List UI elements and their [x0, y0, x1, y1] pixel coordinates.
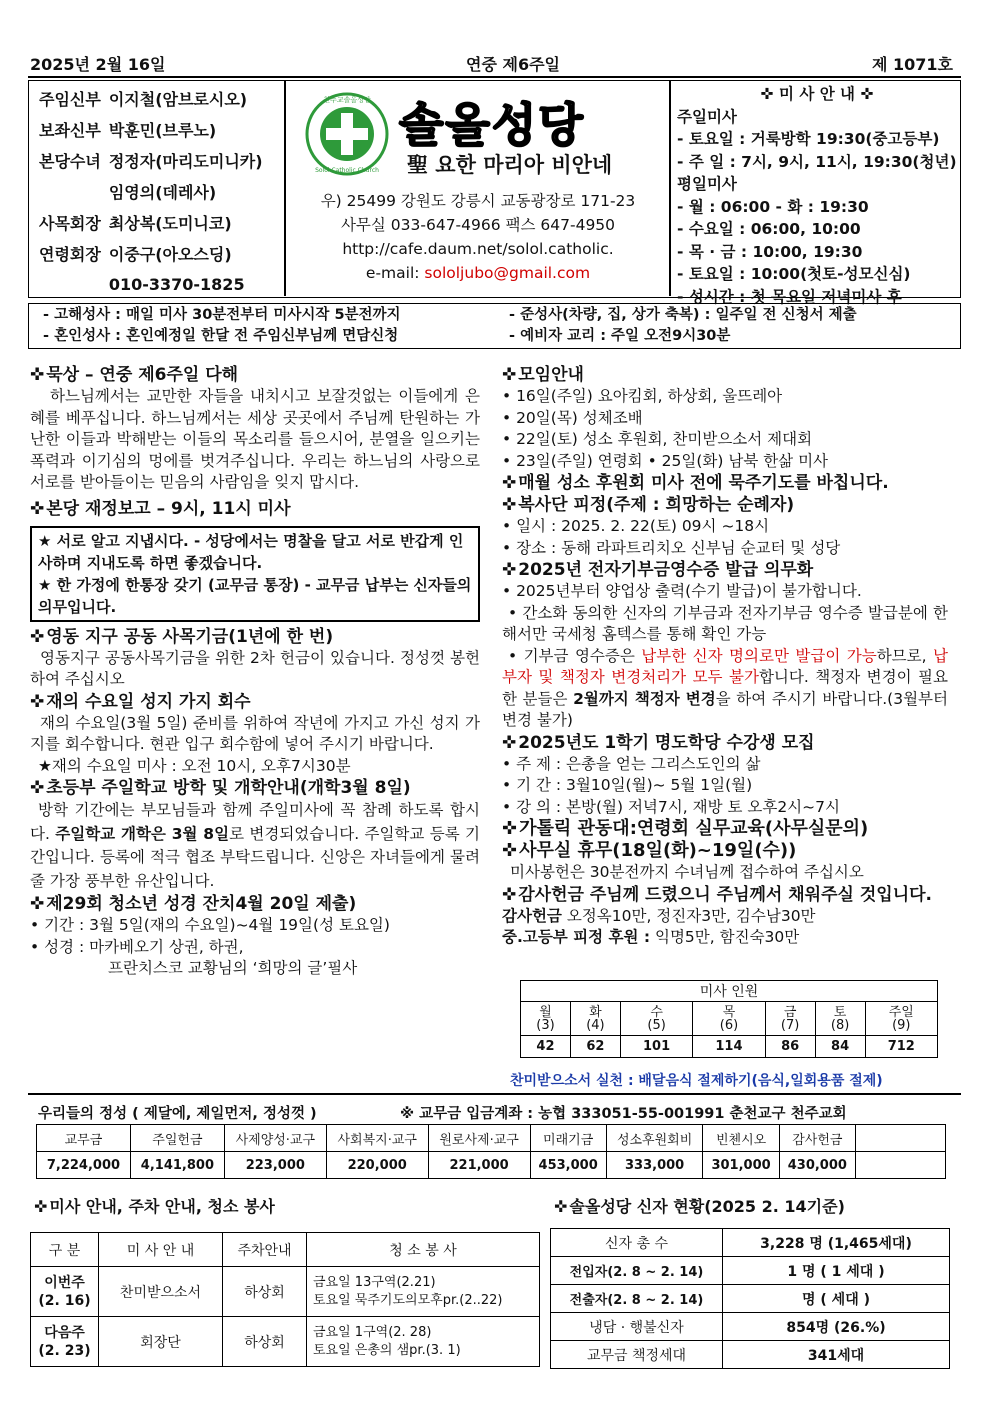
offering-header: 교무금 [37, 1125, 131, 1152]
training-title: ✜ 가톨릭 관동대:연령회 실무교육(사무실문의) [502, 818, 948, 840]
members-value: 854명 (26.%) [723, 1313, 950, 1341]
palm-body: 재의 수요일(3월 5일) 준비를 위하여 작년에 가지고 가신 성지 가지를 회수합니다. 현관 입구 회수함에 넣어 주시기 바랍니다. [30, 713, 480, 753]
offering-header: 미래기금 [530, 1125, 606, 1152]
offering-value: 223,000 [224, 1152, 326, 1179]
church-logo [304, 91, 390, 177]
offering-value: 430,000 [779, 1152, 855, 1179]
offering-header: 사회복지·교구 [326, 1125, 428, 1152]
offering-title: 우리들의 정성 ( 제달에, 제일먼저, 정성껏 ) [38, 1106, 317, 1122]
attendance-count: 84 [815, 1036, 865, 1058]
service-header: 구 분 [31, 1233, 99, 1267]
receipt-line-1: • 2025년부터 양업상 출력(수기 발급)이 불가합니다. [502, 582, 862, 600]
members-label: 교무금 책정세대 [551, 1341, 723, 1369]
members-label: 전입자(2. 8 ~ 2. 14) [551, 1257, 723, 1285]
left-column [30, 364, 480, 980]
palm-title: ✜ 재의 수요일 성지 가지 회수 [30, 691, 480, 713]
meditation-body: 하느님께서는 교만한 자들을 내치시고 보잘것없는 이들에게 은혜를 베푸십니다. 하느님께서는 세상 곳곳에서 주님께 탄원하는 가난한 이들과 박해받는 이들의 목소리를 들으시어, 분열을 일으키는 폭력과 이기심의 멍에를 벗겨주십니다. 우리는 하느님의 사랑으로 서로를 받아들이는 믿음의 사람임을 잊지 맙시다. [30, 387, 480, 491]
meeting-line: • 16일(주일) 요아킴회, 하상회, 울뜨레아 [502, 387, 783, 405]
school-body-a: 방학 기간에는 부모님들과 함께 주일미사에 꼭 참례 하도록 합시다. [30, 801, 480, 843]
fund-title: ✜ 영동 지구 공동 사목기금(1년에 한 번) [30, 626, 480, 648]
members-value: 3,228 명 (1,465세대) [723, 1229, 950, 1257]
attendance-count: 101 [620, 1036, 692, 1058]
mass-line: - 주 일 : 7시, 9시, 11시, 19:30(청년) [677, 152, 957, 171]
recruit-line: • 기 간 : 3월10일(월)~ 5월 1일(월) [502, 776, 753, 794]
service-clean: 금요일 1구역(2. 28) [313, 1324, 432, 1340]
right-column [502, 364, 948, 949]
offering-header: 사제양성·교구 [224, 1125, 326, 1152]
members-label: 냉담 · 행불신자 [551, 1313, 723, 1341]
rosary-notice: ✜ 매월 성소 후원회 미사 전에 묵주기도를 바칩니다. [502, 472, 948, 494]
retreat-line: • 일시 : 2025. 2. 22(토) 09시 ~18시 [502, 517, 770, 535]
service-mass: 회장단 [99, 1317, 223, 1367]
staff-role: 본당수녀 [39, 152, 101, 171]
school-reopen: 주일학교 개학은 3월 8일 [55, 824, 230, 843]
staff-name: 이지철(암브로시오) [108, 90, 248, 109]
members-value: 1 명 ( 1 세대 ) [723, 1257, 950, 1285]
email-label: e-mail: [365, 264, 420, 282]
patron-saint: 聖 요한 마리아 비안네 [407, 153, 613, 177]
meetings-title: ✜ 모임안내 [502, 364, 948, 386]
staff-list [35, 83, 267, 300]
members-value: 341세대 [723, 1341, 950, 1369]
office-closed-title: ✜ 사무실 휴무(18일(화)~19일(수)) [502, 840, 948, 862]
mass-line: - 수요일 : 06:00, 10:00 [677, 220, 861, 238]
offering-header: 빈첸시오 [703, 1125, 779, 1152]
issue-number: 제 1071호 [872, 55, 954, 74]
receipt-line-2: • 간소화 동의한 신자의 기부금과 전자기부금 영수증 발급분에 한해서만 국세청 홈텍스를 통해 확인 가능 [502, 603, 948, 643]
laudato-si-note: 찬미받으소서 실천 : 배달음식 절제하기(음식,일회용품 절제) [510, 1073, 883, 1089]
account-notice: ★ 한 가정에 한통장 갖기 (교무금 통장) - 교무금 납부는 신자들의 의무입니다. [38, 575, 472, 616]
members-title: ✜ 솔올성당 신자 현황(2025 2. 14기준) [554, 1196, 845, 1218]
altar-retreat-title: ✜ 복사단 피정(주제 : 희망하는 순례자) [502, 494, 948, 516]
offering-header [856, 1125, 946, 1152]
finance-report-title: ✜ 본당 재정보고 – 9시, 11시 미사 [30, 498, 480, 520]
ash-wednesday-note: ★재의 수요일 미사 : 오전 10시, 오후7시30분 [38, 756, 351, 775]
mass-line: - 토요일 : 거룩방학 19:30(중고등부) [677, 130, 940, 148]
fund-body: 영동지구 공동사목기금을 위한 2차 헌금이 있습니다. 정성껏 봉헌하여 주십시오 [30, 648, 480, 688]
members-table [550, 1228, 950, 1369]
offering-value [856, 1152, 946, 1179]
bible-contest-title: ✜ 제29회 청소년 성경 잔치4월 20일 제출) [30, 893, 480, 915]
offering-table [36, 1124, 946, 1179]
nametag-notice: ★ 서로 알고 지냅시다. - 성당에서는 명찰을 달고 서로 반갑게 인사하며 지내도록 하면 좋겠습니다. [38, 531, 464, 572]
attendance-count: 114 [693, 1036, 765, 1058]
cafe-link[interactable]: http://cafe.daum.net/solol.catholic. [342, 240, 614, 258]
bible-contest-books-2: 프란치스코 교황님의 ‘희망의 글’필사 [108, 959, 358, 977]
youth-retreat-label: 중.고등부 피정 후원 : [502, 928, 651, 946]
service-table [30, 1232, 540, 1367]
receipt-line-3b: 하므로, [876, 646, 933, 665]
notice-catechumen: - 예비자 교리 : 주일 오전9시30분 [509, 328, 731, 344]
service-header: 미 사 안 내 [99, 1233, 223, 1267]
attendance-day: 토 (8) [815, 1002, 865, 1036]
offering-value: 220,000 [326, 1152, 428, 1179]
service-clean: 금요일 13구역(2.21) [313, 1274, 436, 1290]
meeting-line: • 20일(목) 성체조배 [502, 408, 643, 427]
attendance-day: 목 (6) [693, 1002, 765, 1036]
attendance-title: 미사 인원 [521, 981, 938, 1002]
members-label: 전출자(2. 8 ~ 2. 14) [551, 1285, 723, 1313]
offering-value: 301,000 [703, 1152, 779, 1179]
thanks-donors: 오정옥10만, 정진자3만, 김수남30만 [561, 906, 816, 925]
staff-role: 연령회장 [39, 245, 101, 264]
school-title: ✜ 초등부 주일학교 방학 및 개학안내(개학3월 8일) [30, 777, 480, 799]
receipt-line-3c: 합니다. 책정자 변경이 필요한 분들은 [502, 668, 948, 708]
service-parking: 하상회 [223, 1317, 307, 1367]
staff-name: 박훈민(브루노) [108, 121, 217, 140]
mass-title: 미 사 안 내 [778, 85, 856, 103]
receipt-line-3a: • 기부금 영수증은 [508, 646, 642, 665]
staff-name: 정정자(마리도미니카) [108, 152, 263, 171]
staff-name: 임영의(데레사) [108, 183, 217, 202]
thanks-label: 감사헌금 [502, 906, 562, 925]
bible-contest-books: • 성경 : 마카베오기 상권, 하권, [30, 937, 244, 956]
staff-name: 010-3370-1825 [108, 275, 245, 294]
service-header: 주차안내 [223, 1233, 307, 1267]
mass-line: 주일미사 [677, 107, 737, 126]
notice-confession: - 고해성사 : 매일 미사 30분전부터 미사시작 5분전까지 [43, 307, 401, 323]
service-parking: 하상회 [223, 1267, 307, 1317]
service-date: (2. 23) [38, 1342, 91, 1359]
attendance-table [520, 980, 938, 1058]
staff-role [35, 176, 105, 207]
receipt-title: ✜ 2025년 전자기부금영수증 발급 의무화 [502, 559, 948, 581]
staff-role: 주임신부 [39, 90, 101, 109]
svg-text:천주교솔올성당: 천주교솔올성당 [323, 96, 371, 104]
receipt-deadline: 2월까지 책정자 변경 [573, 689, 716, 708]
staff-name: 최상복(도미니코) [108, 214, 232, 233]
address: 우) 25499 강원도 강릉시 교동광장로 171-23 [320, 192, 636, 210]
staff-role [35, 269, 105, 300]
school-body-b: 로 변경되었습니다. 주일학교 등록 기간입니다. 등록에 적극 협조 부탁드립니다. 신앙은 자녀들에게 물려줄 가장 풍부한 유산입니다. [30, 824, 480, 890]
mass-line: - 월 : 06:00 - 화 : 19:30 [677, 197, 869, 216]
receipt-line-3d: 을 하여 주시기 바랍니다.(3월부터 변경 불가) [502, 689, 948, 729]
service-mass: 찬미받으소서 [99, 1267, 223, 1317]
notice-blessing: - 준성사(차량, 집, 상가 축복) : 일주일 전 신청서 제출 [509, 307, 857, 323]
mass-line: - 성시간 : 첫 목요일 저녁미사 후 [677, 287, 902, 306]
offering-header: 주일헌금 [130, 1125, 224, 1152]
recruit-line: • 강 의 : 본방(월) 저녁7시, 재방 토 오후2시~7시 [502, 797, 840, 816]
masthead [28, 80, 961, 306]
attendance-day: 월 (3) [521, 1002, 571, 1036]
mass-line: - 토요일 : 10:00(첫토-성모신심) [677, 265, 911, 283]
attendance-count: 712 [865, 1036, 937, 1058]
mass-line: - 목 · 금 : 10:00, 19:30 [677, 242, 863, 261]
service-clean: 토요일 은총의 샘pr.(3. 1) [313, 1342, 461, 1358]
attendance-count: 86 [765, 1036, 815, 1058]
issue-date: 2025년 2월 16일 [30, 55, 166, 74]
bible-contest-period: • 기간 : 3월 5일(재의 수요일)~4월 19일(성 토요일) [30, 916, 390, 934]
offering-value: 4,141,800 [130, 1152, 224, 1179]
attendance-day: 수 (5) [620, 1002, 692, 1036]
recruit-line: • 주 제 : 은총을 얻는 그리스도인의 삶 [502, 754, 761, 773]
service-when: 다음주 [44, 1324, 85, 1341]
diamond-icon: ✜ [860, 85, 874, 103]
phone-fax: 사무실 033-647-4966 팩스 647-4950 [340, 216, 616, 234]
office-closed-body: 미사봉헌은 30분전까지 수녀님께 접수하여 주십시오 [510, 863, 864, 881]
attendance-day: 주일 (9) [865, 1002, 937, 1036]
boxed-notice [30, 526, 480, 622]
staff-name: 이중구(아오스딩) [108, 245, 232, 264]
attendance-day: 화 (4) [570, 1002, 620, 1036]
offering-header: 원로사제·교구 [428, 1125, 530, 1152]
receipt-warning-1: 납부한 신자 명의로만 발급이 가능 [641, 646, 877, 665]
youth-retreat-donors: 익명5만, 함진숙30만 [650, 928, 800, 946]
attendance-count: 42 [521, 1036, 571, 1058]
mass-schedule [677, 83, 957, 308]
school-recruit-title: ✜ 2025년도 1학기 명도학당 수강생 모집 [502, 732, 948, 754]
meeting-line: • 22일(토) 성소 후원회, 찬미받으소서 제대회 [502, 430, 813, 448]
service-date: (2. 16) [38, 1292, 91, 1309]
offering-value: 333,000 [606, 1152, 703, 1179]
offering-value: 453,000 [530, 1152, 606, 1179]
members-value: 명 ( 세대 ) [723, 1285, 950, 1313]
svg-text:Solol Catholic Church: Solol Catholic Church [315, 167, 379, 174]
liturgical-week: 연중 제6주일 [466, 55, 560, 74]
offering-header: 감사헌금 [779, 1125, 855, 1152]
notice-marriage: - 혼인성사 : 혼인예정일 한달 전 주임신부님께 면담신청 [43, 328, 399, 344]
staff-role: 사목회장 [39, 214, 101, 233]
offering-value: 221,000 [428, 1152, 530, 1179]
meditation-title: ✜ 묵상 – 연중 제6주일 다해 [30, 364, 480, 386]
mass-line: 평일미사 [677, 175, 737, 193]
service-when: 이번주 [44, 1274, 85, 1291]
attendance-day: 금 (7) [765, 1002, 815, 1036]
retreat-line: • 장소 : 동해 라파트리치오 신부님 순교터 및 성당 [502, 538, 841, 557]
diamond-icon: ✜ [760, 85, 774, 103]
service-header: 청 소 봉 사 [307, 1233, 540, 1267]
account-info: ※ 교무금 입금계좌 : 농협 333051-55-001991 춘천교구 천주교회 [400, 1106, 847, 1122]
service-title: ✜ 미사 안내, 주차 안내, 청소 봉사 [34, 1196, 275, 1218]
staff-role: 보좌신부 [39, 121, 101, 140]
email-link[interactable]: sololjubo@gmail.com [424, 264, 591, 282]
meeting-line: • 23일(주일) 연령회 • 25일(화) 남북 한삶 미사 [502, 451, 829, 470]
offering-header: 성소후원회비 [606, 1125, 703, 1152]
church-name: 솔올성당 [399, 98, 585, 152]
offering-value: 7,224,000 [37, 1152, 131, 1179]
receipt-warning-2: 납부자 및 책정자 변경처리가 모두 불가 [502, 646, 948, 686]
thanks-title: ✜ 감사헌금 주님께 드렸으니 주님께서 채워주실 것입니다. [502, 884, 948, 906]
attendance-count: 62 [570, 1036, 620, 1058]
service-clean: 토요일 묵주기도의모후pr.(2..22) [313, 1292, 503, 1308]
members-label: 신자 총 수 [551, 1229, 723, 1257]
sacrament-notices [28, 303, 961, 349]
